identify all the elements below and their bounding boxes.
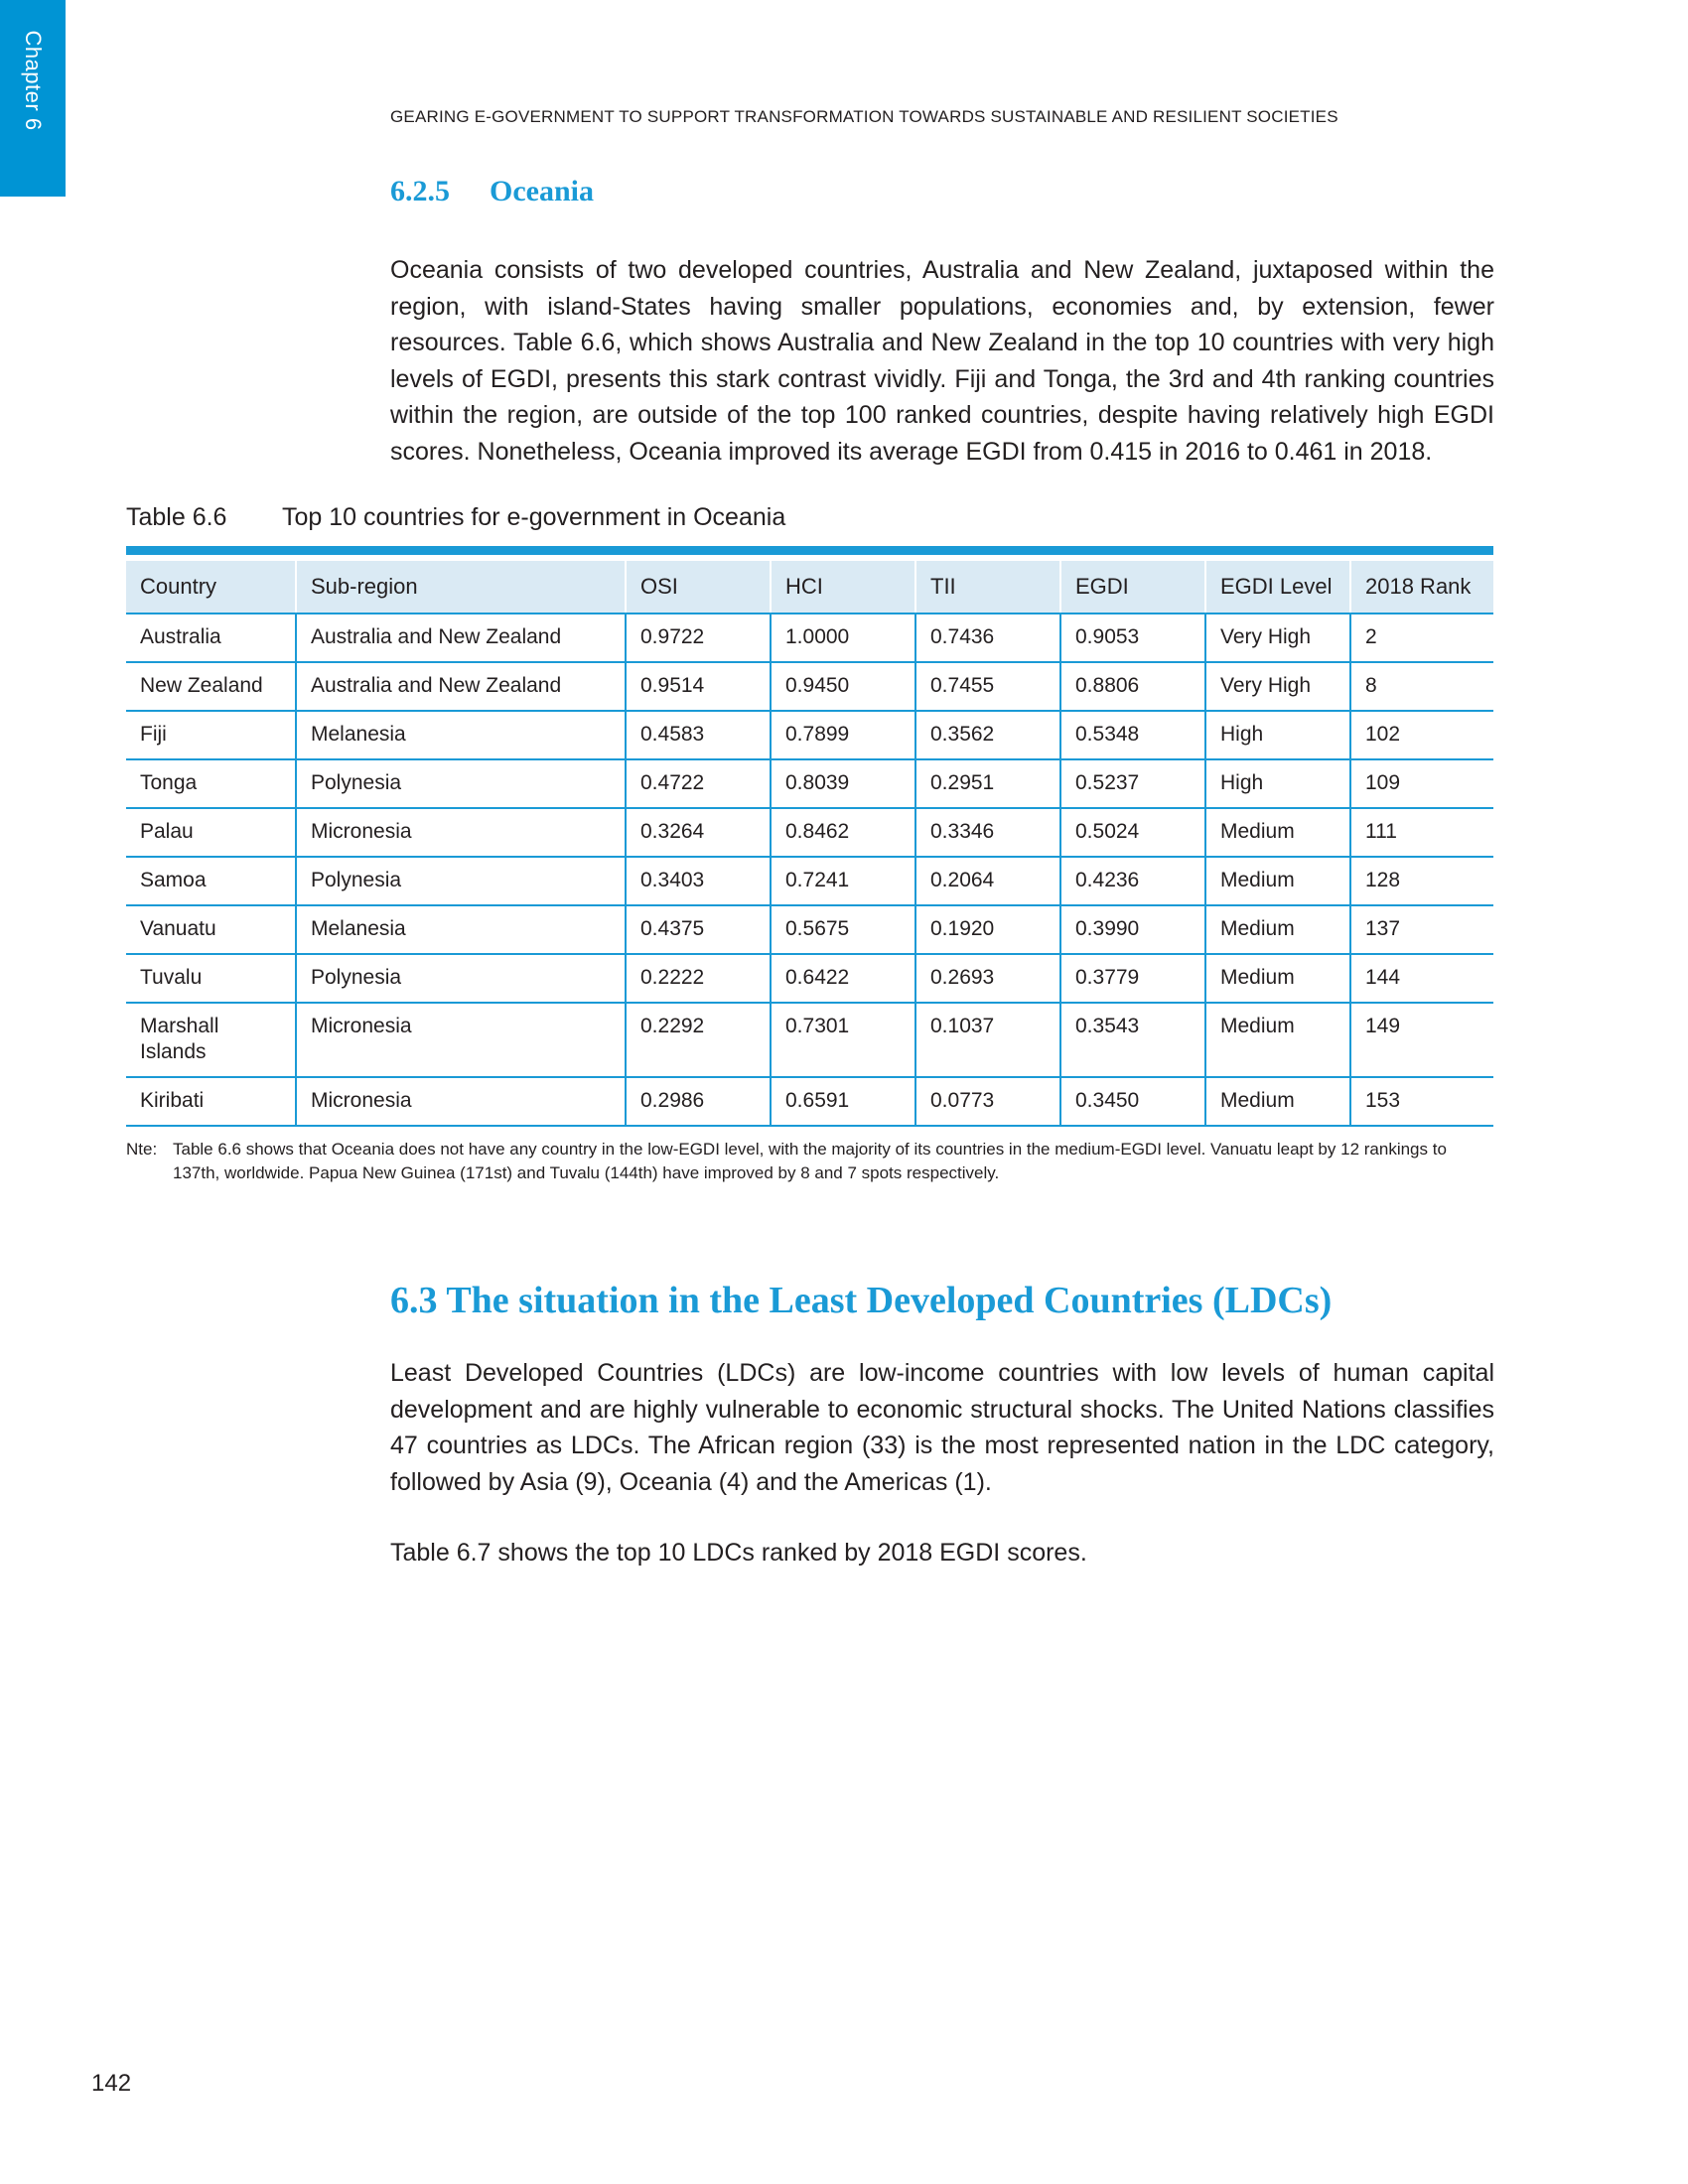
- chapter-tab: [0, 0, 66, 197]
- cell-rank: 111: [1350, 808, 1493, 857]
- cell-egdi: 0.5024: [1060, 808, 1205, 857]
- cell-hci: 0.7301: [771, 1003, 915, 1077]
- oceania-egdi-table: [126, 561, 1493, 1127]
- cell-osi: 0.4722: [626, 759, 771, 808]
- cell-egdi-level: High: [1205, 759, 1350, 808]
- cell-sub-region: Micronesia: [296, 1003, 626, 1077]
- body-paragraph-table-ref: Table 6.7 shows the top 10 LDCs ranked by 2018 EGDI scores.: [390, 1539, 1087, 1567]
- cell-sub-region: Micronesia: [296, 1077, 626, 1126]
- header-egdi-level: EGDI Level: [1205, 561, 1350, 614]
- table-row: [126, 711, 1493, 759]
- cell-rank: 153: [1350, 1077, 1493, 1126]
- cell-egdi-level: Very High: [1205, 662, 1350, 711]
- chapter-tab-label: Chapter 6: [21, 30, 46, 131]
- section-heading: [390, 175, 594, 208]
- section-heading-ldcs: 6.3 The situation in the Least Developed Countries (LDCs): [390, 1280, 1333, 1321]
- header-hci: HCI: [771, 561, 915, 614]
- table-row: [126, 1003, 1493, 1077]
- cell-sub-region: Australia and New Zealand: [296, 662, 626, 711]
- cell-hci: 0.7241: [771, 857, 915, 905]
- cell-hci: 1.0000: [771, 614, 915, 662]
- cell-osi: 0.3264: [626, 808, 771, 857]
- table-row: [126, 954, 1493, 1003]
- body-paragraph-oceania: Oceania consists of two developed countries, Australia and New Zealand, juxtaposed within the region, with island-States having smaller populations, economies and, by extension, fewer resources. Table 6.6, which shows Australia and New Zealand in the top 10 countries with very high levels of EGDI, presents this stark contrast vividly. Fiji and Tonga, the 3rd and 4th ranking countries within the region, are outside of the top 100 ranked countries, despite having relatively high EGDI scores. Nonetheless, Oceania improved its average EGDI from 0.415 in 2016 to 0.461 in 2018.: [390, 256, 1494, 466]
- cell-egdi-level: Very High: [1205, 614, 1350, 662]
- cell-sub-region: Polynesia: [296, 759, 626, 808]
- cell-hci: 0.9450: [771, 662, 915, 711]
- cell-egdi: 0.5237: [1060, 759, 1205, 808]
- cell-country: Vanuatu: [126, 905, 296, 954]
- cell-tii: 0.0773: [915, 1077, 1060, 1126]
- cell-egdi: 0.8806: [1060, 662, 1205, 711]
- table-note-label: Nte:: [126, 1140, 158, 1159]
- cell-egdi-level: Medium: [1205, 857, 1350, 905]
- cell-rank: 149: [1350, 1003, 1493, 1077]
- cell-hci: 0.6422: [771, 954, 915, 1003]
- cell-tii: 0.7436: [915, 614, 1060, 662]
- cell-sub-region: Melanesia: [296, 905, 626, 954]
- cell-country: Samoa: [126, 857, 296, 905]
- cell-country: New Zealand: [126, 662, 296, 711]
- cell-tii: 0.7455: [915, 662, 1060, 711]
- cell-osi: 0.4375: [626, 905, 771, 954]
- cell-tii: 0.2951: [915, 759, 1060, 808]
- table-note-text: Table 6.6 shows that Oceania does not have any country in the low-EGDI level, with the majority of its countries in the medium-EGDI level. Vanuatu leapt by 12 rankings to 137th, worldwide. Papua New Guinea (171st) and Tuvalu (144th) have improved by 8 and 7 spots respectively.: [173, 1140, 1447, 1182]
- table-row: [126, 759, 1493, 808]
- cell-tii: 0.1920: [915, 905, 1060, 954]
- section-title: Oceania: [490, 175, 594, 207]
- cell-osi: 0.9722: [626, 614, 771, 662]
- cell-rank: 128: [1350, 857, 1493, 905]
- header-tii: TII: [915, 561, 1060, 614]
- cell-egdi: 0.9053: [1060, 614, 1205, 662]
- cell-country: Kiribati: [126, 1077, 296, 1126]
- cell-egdi-level: Medium: [1205, 808, 1350, 857]
- header-sub-region: Sub-region: [296, 561, 626, 614]
- cell-country: Palau: [126, 808, 296, 857]
- cell-country: Australia: [126, 614, 296, 662]
- cell-country: Tonga: [126, 759, 296, 808]
- header-osi: OSI: [626, 561, 771, 614]
- cell-tii: 0.1037: [915, 1003, 1060, 1077]
- table-row: [126, 614, 1493, 662]
- cell-rank: 2: [1350, 614, 1493, 662]
- cell-egdi: 0.5348: [1060, 711, 1205, 759]
- cell-sub-region: Melanesia: [296, 711, 626, 759]
- table-header-row: [126, 561, 1493, 614]
- header-country: Country: [126, 561, 296, 614]
- cell-country: Tuvalu: [126, 954, 296, 1003]
- cell-osi: 0.4583: [626, 711, 771, 759]
- cell-rank: 109: [1350, 759, 1493, 808]
- cell-egdi: 0.3990: [1060, 905, 1205, 954]
- cell-sub-region: Polynesia: [296, 857, 626, 905]
- cell-egdi-level: Medium: [1205, 905, 1350, 954]
- header-rank: 2018 Rank: [1350, 561, 1493, 614]
- cell-egdi-level: Medium: [1205, 954, 1350, 1003]
- running-header: GEARING E-GOVERNMENT TO SUPPORT TRANSFORMATION TOWARDS SUSTAINABLE AND RESILIENT SOCIETIES: [390, 107, 1338, 126]
- cell-osi: 0.3403: [626, 857, 771, 905]
- cell-tii: 0.2693: [915, 954, 1060, 1003]
- table-row: [126, 857, 1493, 905]
- cell-egdi: 0.3543: [1060, 1003, 1205, 1077]
- cell-sub-region: Polynesia: [296, 954, 626, 1003]
- cell-egdi: 0.3450: [1060, 1077, 1205, 1126]
- table-row: [126, 905, 1493, 954]
- table-caption-number: Table 6.6: [126, 503, 227, 531]
- cell-egdi-level: Medium: [1205, 1077, 1350, 1126]
- table-note: [126, 1138, 1494, 1185]
- cell-sub-region: Australia and New Zealand: [296, 614, 626, 662]
- table-caption-title: Top 10 countries for e-government in Oceania: [282, 503, 786, 531]
- cell-hci: 0.6591: [771, 1077, 915, 1126]
- table-row: [126, 808, 1493, 857]
- cell-hci: 0.7899: [771, 711, 915, 759]
- cell-egdi: 0.4236: [1060, 857, 1205, 905]
- cell-rank: 144: [1350, 954, 1493, 1003]
- page-number: 142: [91, 2070, 132, 2097]
- cell-egdi: 0.3779: [1060, 954, 1205, 1003]
- cell-tii: 0.3346: [915, 808, 1060, 857]
- cell-osi: 0.2986: [626, 1077, 771, 1126]
- cell-tii: 0.3562: [915, 711, 1060, 759]
- cell-egdi-level: High: [1205, 711, 1350, 759]
- cell-country: Fiji: [126, 711, 296, 759]
- table-row: [126, 1077, 1493, 1126]
- cell-osi: 0.2292: [626, 1003, 771, 1077]
- cell-country: Marshall Islands: [126, 1003, 296, 1077]
- cell-rank: 102: [1350, 711, 1493, 759]
- cell-rank: 8: [1350, 662, 1493, 711]
- section-number: 6.2.5: [390, 175, 450, 207]
- body-paragraph-ldcs: Least Developed Countries (LDCs) are low-income countries with low levels of human capital development and are highly vulnerable to economic structural shocks. The United Nations classifies 47 countries as LDCs. The African region (33) is the most represented nation in the LDC category, followed by Asia (9), Oceania (4) and the Americas (1).: [390, 1359, 1494, 1496]
- header-egdi: EGDI: [1060, 561, 1205, 614]
- table-top-rule: [126, 546, 1493, 555]
- cell-hci: 0.8039: [771, 759, 915, 808]
- cell-rank: 137: [1350, 905, 1493, 954]
- cell-hci: 0.8462: [771, 808, 915, 857]
- cell-tii: 0.2064: [915, 857, 1060, 905]
- cell-hci: 0.5675: [771, 905, 915, 954]
- cell-egdi-level: Medium: [1205, 1003, 1350, 1077]
- table-caption: [126, 503, 785, 532]
- cell-sub-region: Micronesia: [296, 808, 626, 857]
- cell-osi: 0.2222: [626, 954, 771, 1003]
- table-row: [126, 662, 1493, 711]
- cell-osi: 0.9514: [626, 662, 771, 711]
